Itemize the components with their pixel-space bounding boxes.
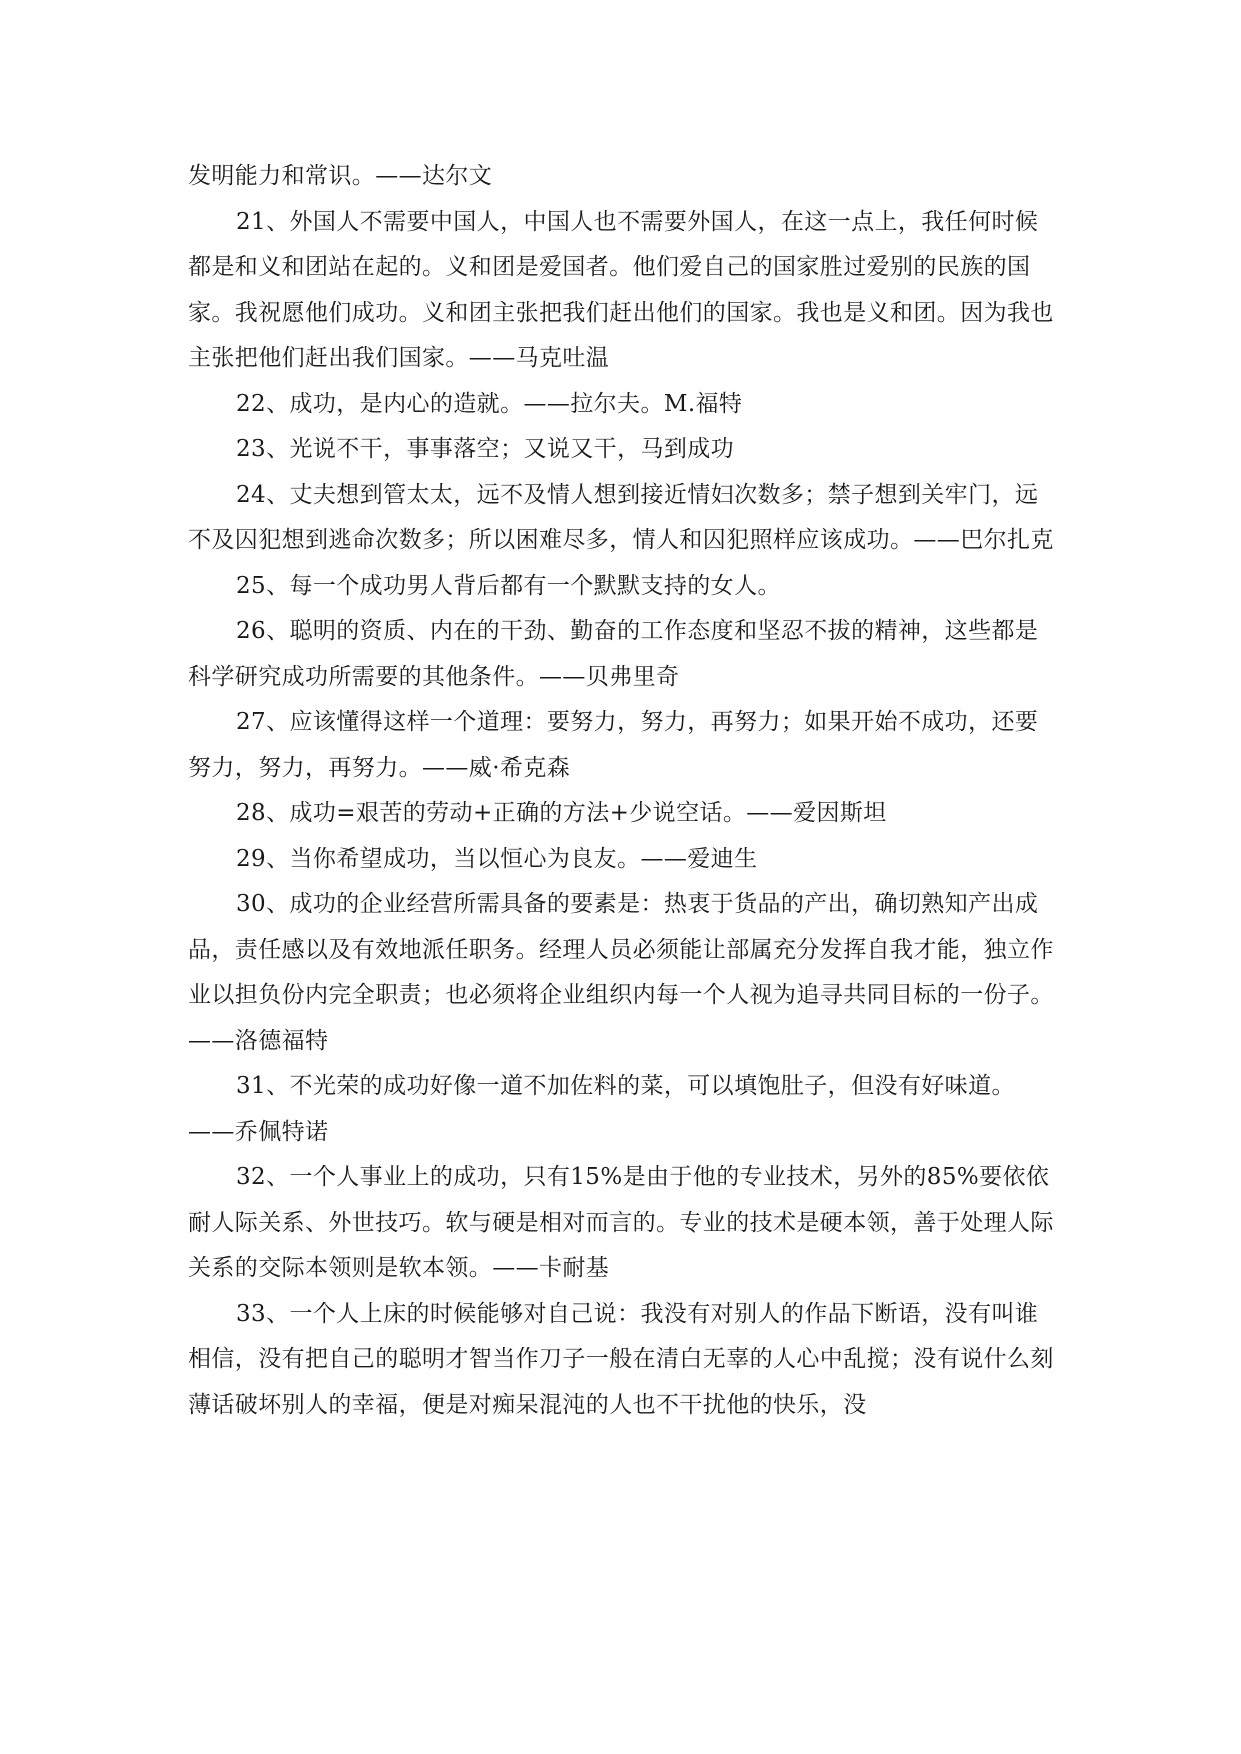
quote-25: 25、每一个成功男人背后都有一个默默支持的女人。	[236, 572, 781, 599]
quote-27: 27、应该懂得这样一个道理：要努力，努力，再努力；如果开始不成功，还要努力，努力，再努力。——威·希克森	[188, 709, 1039, 781]
quote-26: 26、聪明的资质、内在的干劲、勤奋的工作态度和坚忍不拔的精神，这些都是科学研究成功所需要的其他条件。——贝弗里奇	[188, 618, 1039, 690]
document-body	[188, 154, 1058, 1428]
quote-29: 29、当你希望成功，当以恒心为良友。——爱迪生	[236, 845, 758, 872]
quote-33: 33、一个人上床的时候能够对自己说：我没有对别人的作品下断语，没有叫谁相信，没有把自己的聪明才智当作刀子一般在清白无辜的人心中乱搅；没有说什么刻薄话破坏别人的幸福，便是对痴呆混沌的人也不干扰他的快乐，没	[188, 1300, 1054, 1418]
quote-24: 24、丈夫想到管太太，远不及情人想到接近情妇次数多；禁子想到关牢门，远不及囚犯想到逃命次数多；所以困难尽多，情人和囚犯照样应该成功。——巴尔扎克	[188, 481, 1054, 553]
quote-21: 21、外国人不需要中国人，中国人也不需要外国人，在这一点上，我任何时候都是和义和团站在起的。义和团是爱国者。他们爱自己的国家胜过爱别的民族的国家。我祝愿他们成功。义和团主张把我们赶出他们的国家。我也是义和团。因为我也主张把他们赶出我们国家。——马克吐温	[188, 208, 1054, 371]
quote-30: 30、成功的企业经营所需具备的要素是：热衷于货品的产出，确切熟知产出成品，责任感以及有效地派任职务。经理人员必须能让部属充分发挥自我才能，独立作业以担负份内完全职责；也必须将企业组织内每一个人视为追寻共同目标的一份子。——洛德福特	[188, 891, 1054, 1054]
quote-28: 28、成功=艰苦的劳动+正确的方法+少说空话。——爱因斯坦	[236, 800, 887, 826]
quote-22: 22、成功，是内心的造就。——拉尔夫。M.福特	[236, 390, 743, 417]
quote-32: 32、一个人事业上的成功，只有15%是由于他的专业技术，另外的85%要依依耐人际关系、外世技巧。软与硬是相对而言的。专业的技术是硬本领，善于处理人际关系的交际本领则是软本领。——卡耐基	[188, 1164, 1054, 1281]
quote-31: 31、不光荣的成功好像一道不加佐料的菜，可以填饱肚子，但没有好味道。——乔佩特诺	[188, 1073, 1015, 1145]
paragraph-continuation: 发明能力和常识。——达尔文	[188, 163, 493, 189]
quote-23: 23、光说不干，事事落空；又说又干，马到成功	[236, 436, 735, 462]
